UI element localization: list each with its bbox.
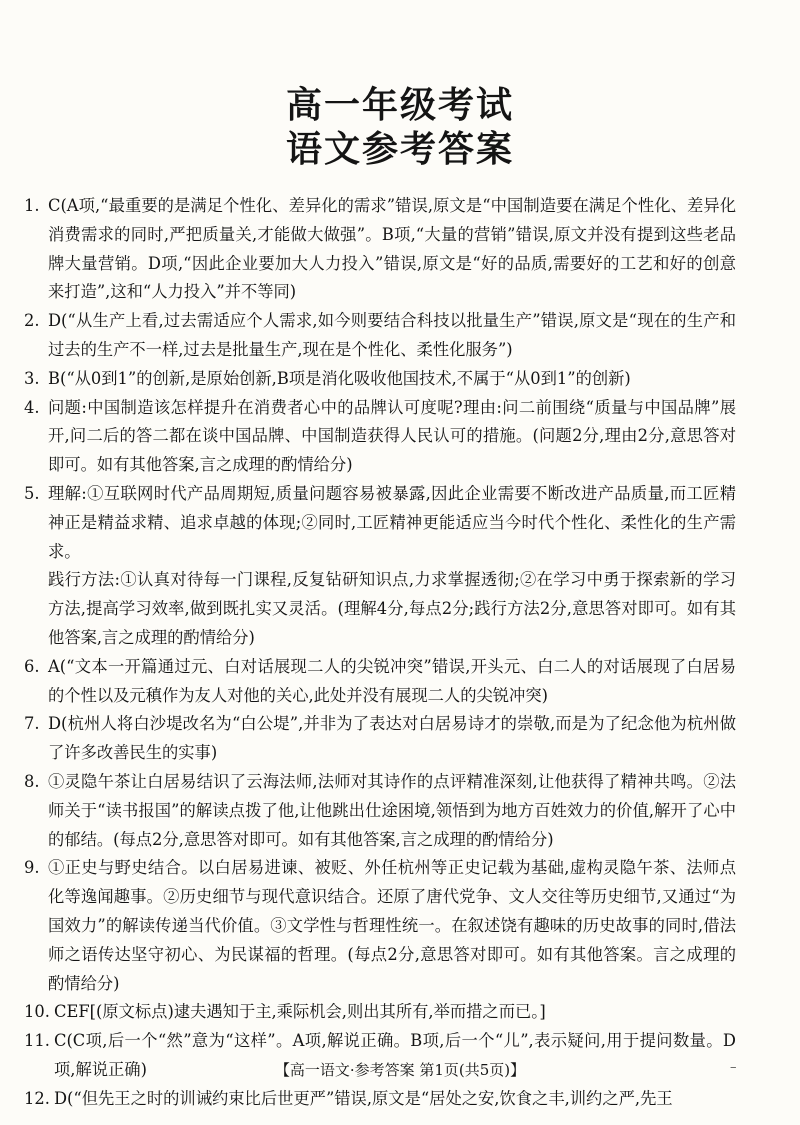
answer-item-7 xyxy=(24,710,736,768)
corner-mark: – xyxy=(730,1060,737,1075)
answer-number: 6. xyxy=(24,656,40,676)
answer-text: 理解:①互联网时代产品周期短,质量问题容易被暴露,因此企业需要不断改进产品质量,而工匠精神正是精益求精、追求卓越的体现;②同时,工匠精神更能适应当今时代个性化、柔性化的生产需求。 xyxy=(48,483,736,561)
answer-item-3 xyxy=(24,365,736,394)
answer-text: 问题:中国制造该怎样提升在消费者心中的品牌认可度呢?理由:问二前围绕“质量与中国品牌”展开,问二后的答二都在谈中国品牌、中国制造获得人民认可的措施。(问题2分,理由2分,意思答对即可。如有其他答案,言之成理的酌情给分) xyxy=(48,397,736,475)
answer-item-12 xyxy=(24,1085,736,1114)
answer-text: D(“从生产上看,过去需适应个人需求,如今则要结合科技以批量生产”错误,原文是“现在的生产和过去的生产不一样,过去是批量生产,现在是个性化、柔性化服务”) xyxy=(48,311,736,359)
answer-text: ①灵隐午茶让白居易结识了云海法师,法师对其诗作的点评精准深刻,让他获得了精神共鸣。②法师关于“读书报国”的解读点拨了他,让他跳出仕途困境,领悟到为地方百姓效力的价值,解开了心中的郁结。(每点2分,意思答对即可。如有其他答案,言之成理的酌情给分) xyxy=(48,771,736,849)
answer-number: 10. xyxy=(24,1002,50,1022)
answer-text: B(“从0到1”的创新,是原始创新,B项是消化吸收他国技术,不属于“从0到1”的创新) xyxy=(48,368,631,388)
answer-item-1 xyxy=(24,192,736,307)
answer-item-9 xyxy=(24,854,736,998)
answer-number: 2. xyxy=(24,311,40,331)
answer-number: 9. xyxy=(24,858,40,878)
answer-text: D(“但先王之时的训诫约束比后世更严”错误,原文是“居处之安,饮食之丰,训约之严,先王 xyxy=(54,1088,673,1108)
page-title: 高一年级考试 xyxy=(285,85,514,126)
answer-item-6 xyxy=(24,653,736,711)
answer-number: 7. xyxy=(24,714,40,734)
answer-text: C(A项,“最重要的是满足个性化、差异化的需求”错误,原文是“中国制造要在满足个性化、差异化消费需求的同时,严把质量关,才能做大做强”。B项,“大量的营销”错误,原文并没有提到这些老品牌大量营销。D项,“因此企业要加大人力投入”错误,原文是“好的品质,需要好的工艺和好的创意来打造”,这和“人力投入”并不等同) xyxy=(48,196,736,302)
answer-item-5 xyxy=(24,480,736,653)
answer-number: 5. xyxy=(24,483,40,503)
answer-text: C(C项,后一个“然”意为“这样”。A项,解说正确。B项,后一个“儿”,表示疑问,用于提问数量。D项,解说正确) xyxy=(54,1031,736,1079)
answer-number: 8. xyxy=(24,771,40,791)
answer-text-practice: 践行方法:①认真对待每一门课程,反复钻研知识点,力求掌握透彻;②在学习中勇于探索新的学习方法,提高学习效率,做到既扎实又灵活。(理解4分,每点2分;践行方法2分,意思答对即可。如有其他答案,言之成理的酌情给分) xyxy=(48,570,736,647)
answer-text: ①正史与野史结合。以白居易进谏、被贬、外任杭州等正史记载为基础,虚构灵隐午茶、法师点化等逸闻趣事。②历史细节与现代意识结合。还原了唐代党争、文人交往等历史细节,又通过“为国效力”的解读传递当代价值。③文学性与哲理性统一。在叙述饶有趣味的历史故事的同时,借法师之语传达坚守初心、为民谋福的哲理。(每点2分,意思答对即可。如有其他答案。言之成理的酌情给分) xyxy=(48,858,736,993)
answer-text: D(杭州人将白沙堤改名为“白公堤”,并非为了表达对白居易诗才的崇敬,而是为了纪念他为杭州做了许多改善民生的实事) xyxy=(48,714,736,763)
answer-number: 3. xyxy=(24,368,40,388)
answer-number: 1. xyxy=(24,196,40,215)
answer-item-10 xyxy=(24,998,736,1027)
page-subtitle: 语文参考答案 xyxy=(285,129,514,170)
answer-text: A(“文本一开篇通过元、白对话展现二人的尖锐冲突”错误,开头元、白二人的对话展现了白居易的个性以及元稹作为友人对他的关心,此处并没有展现二人的尖锐冲突) xyxy=(48,656,736,705)
answer-number: 11. xyxy=(24,1031,50,1051)
answer-item-2 xyxy=(24,307,736,365)
answer-number: 4. xyxy=(24,397,40,417)
answer-item-8 xyxy=(24,768,736,854)
answer-list xyxy=(24,192,736,1114)
page-footer: 【高一语文·参考答案 第1页(共5页)】 xyxy=(274,1061,526,1079)
answer-item-4 xyxy=(24,394,736,480)
answer-text: CEF[(原文标点)逮夫遇知于主,乘际机会,则出其所有,举而措之而已。] xyxy=(54,1002,546,1022)
answer-number: 12. xyxy=(24,1088,50,1108)
